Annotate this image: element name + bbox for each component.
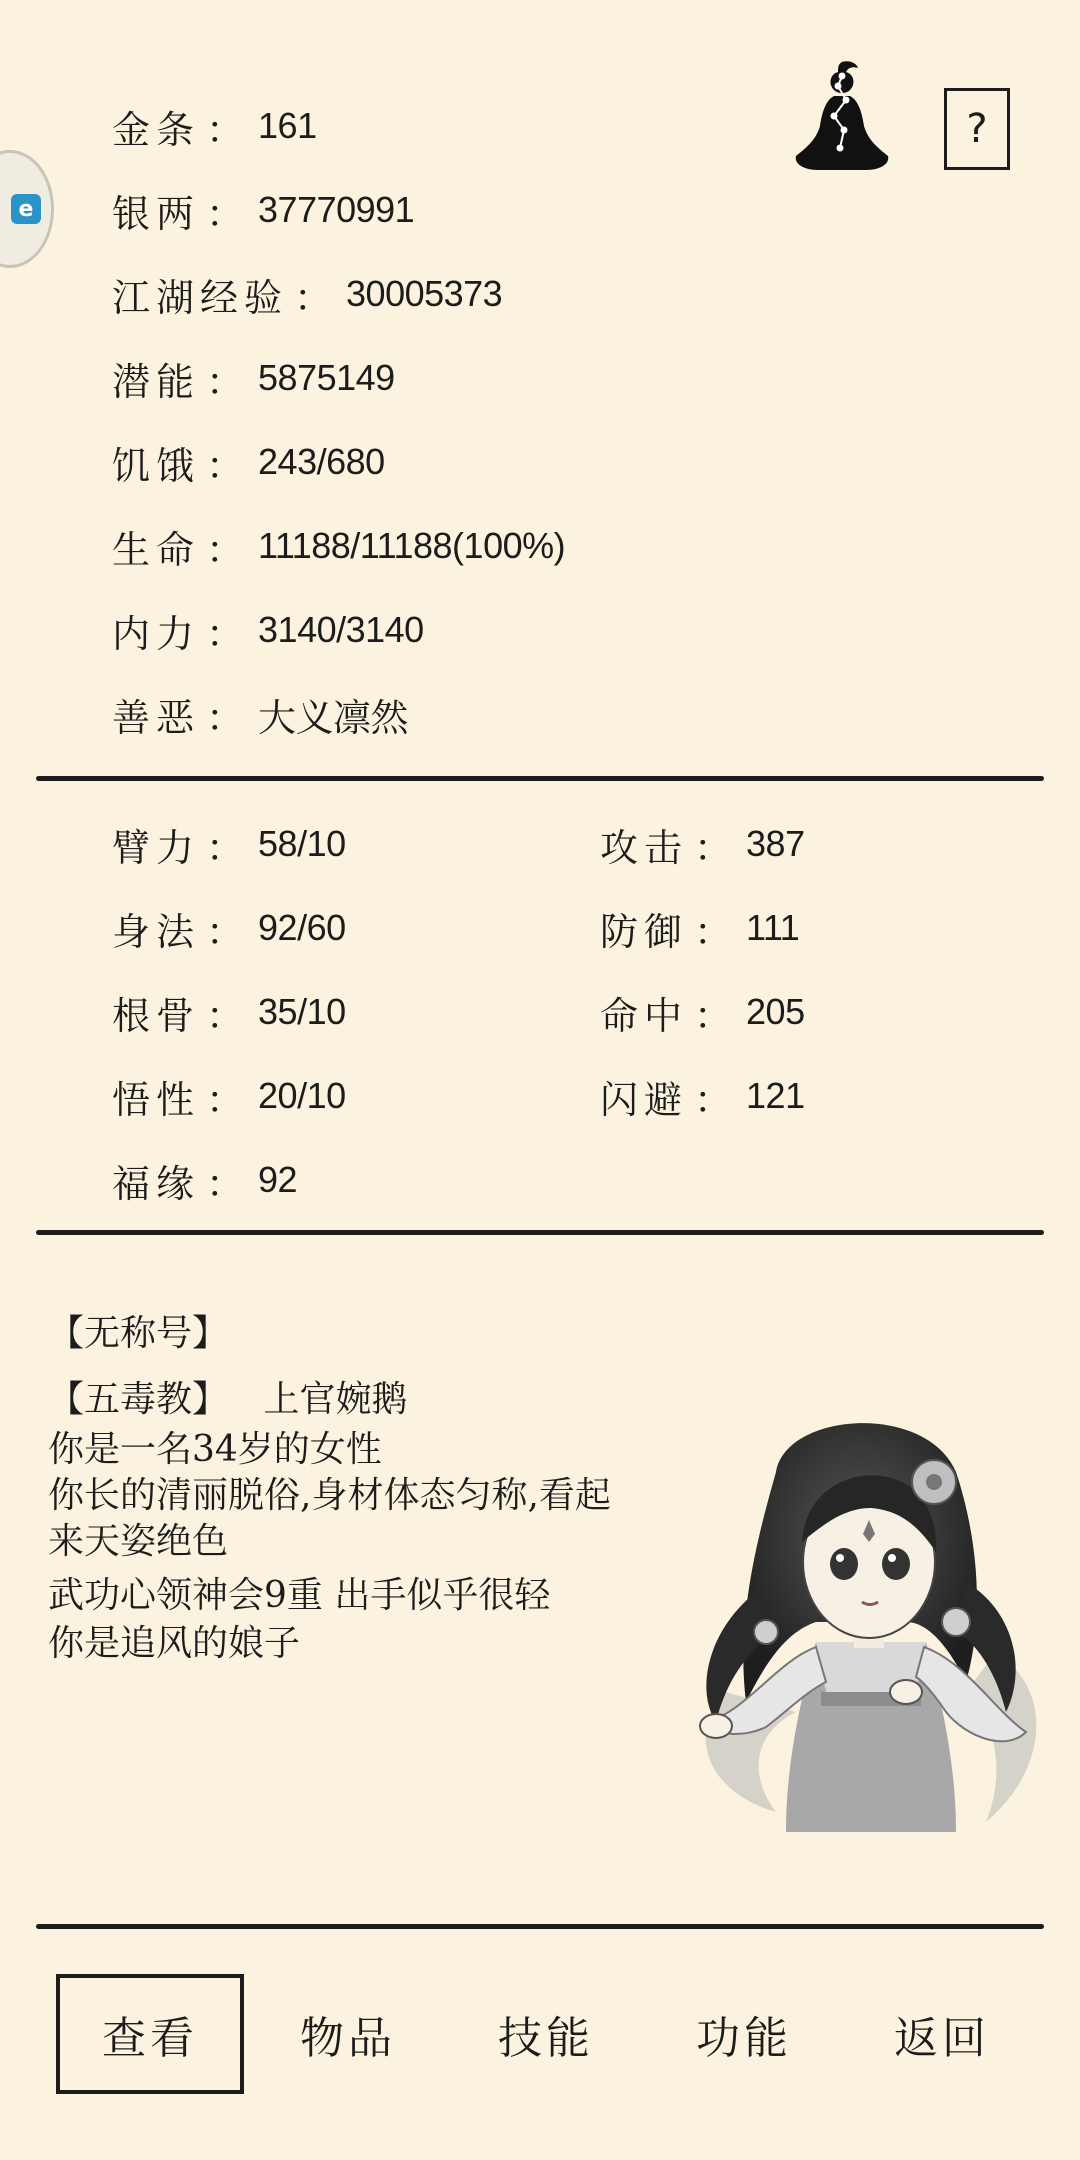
stat-value: 37770991	[258, 189, 415, 230]
app-tab-icon: e	[11, 194, 41, 224]
stat-colon: ：	[206, 527, 245, 572]
stat-label: 生命	[112, 527, 201, 572]
stat-colon: ：	[694, 825, 733, 870]
stat-experience	[112, 264, 502, 324]
stat-gold-bars	[112, 96, 317, 156]
stat-value: 92/60	[258, 907, 346, 948]
attr-evasion	[600, 1066, 805, 1126]
stat-value: 205	[746, 991, 805, 1032]
stat-colon: ：	[206, 695, 245, 740]
stat-label: 臂力	[112, 825, 201, 870]
stat-label: 饥饿	[112, 443, 201, 488]
bio-title: 【无称号】	[48, 1313, 229, 1354]
nav-view-button[interactable]: 查看	[56, 1974, 244, 2094]
stat-value: 30005373	[346, 273, 503, 314]
attr-strength	[112, 814, 346, 874]
stat-label: 金条	[112, 107, 201, 152]
nav-back-button[interactable]: 返回	[894, 2013, 990, 2064]
stat-hunger	[112, 432, 385, 492]
stat-value: 58/10	[258, 823, 346, 864]
bio-name: 上官婉鹅	[263, 1379, 408, 1420]
attr-accuracy	[600, 982, 805, 1042]
stat-label: 潜能	[112, 359, 201, 404]
stat-value: 11188/11188(100%)	[258, 525, 566, 566]
stat-potential	[112, 348, 395, 408]
stat-label: 内力	[112, 611, 201, 656]
stat-colon: ：	[206, 359, 245, 404]
bio-line: 武功心领神会9重 出手似乎很轻	[48, 1575, 551, 1616]
stat-colon: ：	[694, 909, 733, 954]
stat-inner-power	[112, 600, 424, 660]
stat-value: 3140/3140	[258, 609, 424, 650]
stat-label: 根骨	[112, 993, 201, 1038]
divider-top	[36, 776, 1044, 781]
stat-colon: ：	[206, 825, 245, 870]
stat-label: 善恶	[112, 695, 201, 740]
side-floating-tab[interactable]	[0, 150, 54, 268]
stat-label: 命中	[600, 993, 689, 1038]
stat-value: 161	[258, 105, 317, 146]
attr-comprehension	[112, 1066, 346, 1126]
bio-sect: 【五毒教】	[48, 1379, 229, 1420]
divider-bottom	[36, 1924, 1044, 1929]
attr-defense	[600, 898, 799, 958]
stat-label: 防御	[600, 909, 689, 954]
stat-colon: ：	[206, 107, 245, 152]
stat-value: 243/680	[258, 441, 385, 482]
stat-value: 20/10	[258, 1075, 346, 1116]
nav-items-button[interactable]: 物品	[300, 2013, 396, 2064]
stat-health	[112, 516, 565, 576]
stat-colon: ：	[206, 993, 245, 1038]
bio-line: 来天姿绝色	[48, 1521, 229, 1562]
stat-label: 银两	[112, 191, 201, 236]
nav-functions-button[interactable]: 功能	[696, 2013, 792, 2064]
stat-label: 悟性	[112, 1077, 201, 1122]
attr-agility	[112, 898, 346, 958]
stat-colon: ：	[206, 1077, 245, 1122]
stat-colon: ：	[694, 1077, 733, 1122]
stat-label: 江湖经验	[112, 275, 289, 320]
help-button[interactable]: ?	[944, 88, 1010, 170]
stat-label: 闪避	[600, 1077, 689, 1122]
stat-value: 111	[746, 907, 800, 948]
stat-colon: ：	[206, 1161, 245, 1206]
attr-fortune	[112, 1150, 297, 1210]
stat-colon: ：	[206, 443, 245, 488]
attr-attack	[600, 814, 805, 874]
stat-label: 福缘	[112, 1161, 201, 1206]
stat-value: 35/10	[258, 991, 346, 1032]
stat-colon: ：	[206, 611, 245, 656]
stat-value: 92	[258, 1159, 298, 1200]
bio-line: 你长的清丽脱俗,身材体态匀称,看起	[48, 1475, 611, 1516]
stat-value: 大义凛然	[258, 695, 409, 740]
stat-value: 387	[746, 823, 805, 864]
bio-line: 你是一名34岁的女性	[48, 1429, 382, 1470]
attr-constitution	[112, 982, 346, 1042]
nav-skills-button[interactable]: 技能	[498, 2013, 594, 2064]
stat-label: 身法	[112, 909, 201, 954]
bio-sect-name	[48, 1378, 407, 1422]
stat-label: 攻击	[600, 825, 689, 870]
stat-colon: ：	[206, 909, 245, 954]
stat-silver	[112, 180, 414, 240]
stat-colon: ：	[206, 191, 245, 236]
bio-line: 你是追风的娘子	[48, 1623, 301, 1664]
meditation-figure-icon[interactable]	[790, 56, 894, 180]
stat-colon: ：	[294, 275, 333, 320]
stat-value: 5875149	[258, 357, 395, 398]
stat-morality	[112, 684, 408, 744]
stat-value: 121	[746, 1075, 805, 1116]
character-portrait	[666, 1392, 1066, 1862]
stat-colon: ：	[694, 993, 733, 1038]
divider-middle	[36, 1230, 1044, 1235]
